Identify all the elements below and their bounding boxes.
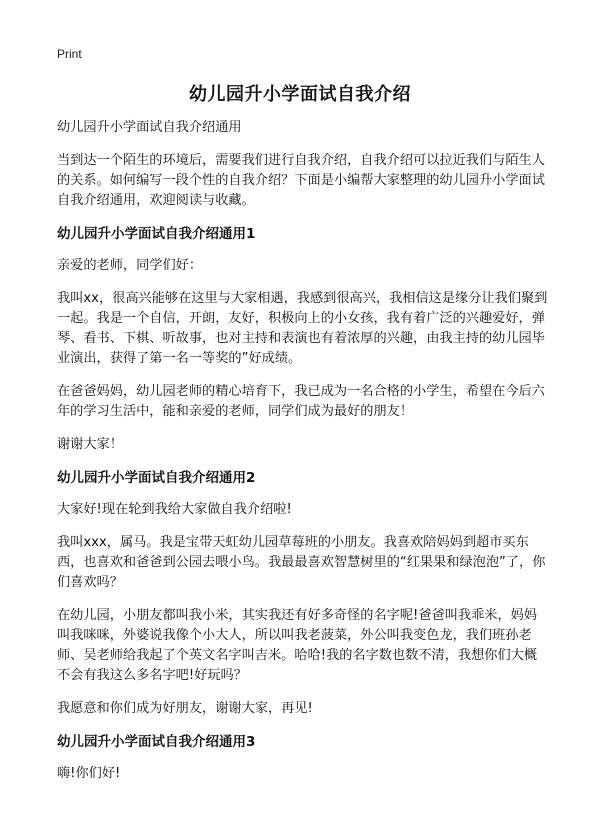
paragraph: 大家好!现在轮到我给大家做自我介绍啦! — [57, 502, 292, 517]
page-title: 幼儿园升小学面试自我介绍 — [189, 84, 411, 105]
paragraph: 在爸爸妈妈，幼儿园老师的精心培育下，我已成为一名合格的小学生，希望在今后六年的学习生活中，能和亲爱的老师，同学们成为最好的朋友！ — [57, 384, 545, 419]
paragraph: 谢谢大家！ — [57, 437, 123, 452]
paragraph: 我叫xx，很高兴能够在这里与大家相遇，我感到很高兴，我相信这是缘分让我们聚到一起。我是一个自信，开朗，友好，积极向上的小女孩，我有着广泛的兴趣爱好，弹琴、看书、下棋、听故事，也对主持和表演也有着浓厚的兴趣，由我主持的幼儿园毕业演出，获得了第一名一等奖的”好成绩。 — [57, 291, 548, 366]
print-link[interactable]: Print — [57, 47, 82, 61]
article-subtitle: 幼儿园升小学面试自我介绍通用 — [57, 120, 242, 135]
section-heading: 幼儿园升小学面试自我介绍通用2 — [57, 470, 256, 486]
paragraph: 我叫xxx，属马。我是宝带天虹幼儿园草莓班的小朋友。我喜欢陪妈妈到超市买东西，也喜欢和爸爸到公园去喂小鸟。我最最喜欢智慧树里的“红果果和绿泡泡”了，你们喜欢吗？ — [57, 535, 546, 590]
paragraph: 亲爱的老师，同学们好： — [57, 258, 203, 273]
paragraph: 在幼儿园，小朋友都叫我小米，其实我还有好多奇怪的名字呢!爸爸叫我乖米，妈妈叫我咪咪，外婆说我像个小大人，所以叫我老菠菜，外公叫我变色龙，我们班孙老师、吴老师给我起了个英文名字叫吉米。哈哈!我的名字数也数不清，我想你们大概不会有我这么多名字吧!好玩吗？ — [57, 608, 538, 683]
section-heading: 幼儿园升小学面试自我介绍通用3 — [57, 734, 256, 750]
article-body — [57, 118, 549, 797]
section-heading: 幼儿园升小学面试自我介绍通用1 — [57, 226, 256, 242]
paragraph: 我愿意和你们成为好朋友，谢谢大家，再见! — [57, 701, 313, 716]
paragraph: 嗨!你们好! — [57, 766, 121, 781]
intro-paragraph: 当到达一个陌生的环境后，需要我们进行自我介绍，自我介绍可以拉近我们与陌生人的关系。如何编写一段个性的自我介绍？下面是小编帮大家整理的幼儿园升小学面试自我介绍通用，欢迎阅读与收藏。 — [57, 153, 545, 208]
